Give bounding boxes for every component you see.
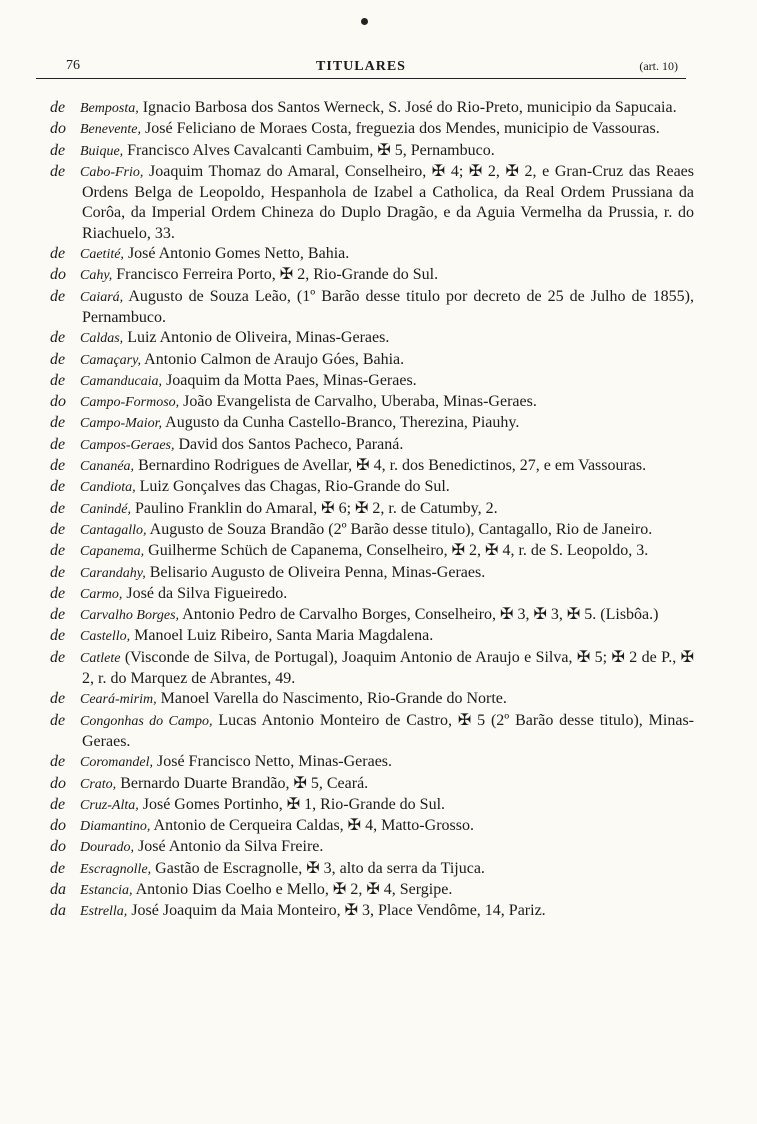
entry-text: José da Silva Figueiredo. [122, 584, 288, 602]
entry-text: Joaquim Thomaz do Amaral, Conselheiro, ✠ 4; ✠ 2, ✠ 2, e Gran-Cruz das Reaes Ordens Belga de Leopoldo, Hespanhola de Izabel a Catholica, da Real Ordem Prussiana da Corôa, da Imperial Ordem Chineza do Duplo Dragão, e da Aguia Vermelha da Prussia, r. do Riachuelo, 33. [82, 162, 694, 242]
entry-title: Cantagallo, [80, 522, 147, 538]
entry-prefix: de [50, 478, 66, 496]
entry-text: Antonio Pedro de Carvalho Borges, Conselheiro, ✠ 3, ✠ 3, ✠ 5. (Lisbôa.) [179, 606, 659, 624]
title-entry [44, 499, 694, 520]
title-entry [44, 119, 694, 140]
title-entry [44, 605, 694, 626]
entry-text: José Feliciano de Moraes Costa, freguezia dos Mendes, municipio de Vassouras. [141, 120, 660, 138]
entry-title: Estancia, [80, 882, 133, 898]
entry-text: José Antonio Gomes Netto, Bahia. [123, 245, 350, 263]
entry-prefix: de [50, 435, 66, 453]
title-entry [44, 752, 694, 773]
entry-text: José Francisco Netto, Minas-Geraes. [152, 753, 393, 771]
title-entry [44, 711, 694, 753]
title-entry [44, 880, 694, 901]
entry-prefix: de [50, 371, 66, 389]
entry-text: (Visconde de Silva, de Portugal), Joaquim Antonio de Araujo e Silva, ✠ 5; ✠ 2 de P., ✠ 2, r. do Marquez de Abrantes, 49. [82, 648, 694, 688]
entry-text: João Evangelista de Carvalho, Uberaba, Minas-Geraes. [179, 393, 537, 411]
title-entry [44, 626, 694, 647]
title-entry [44, 541, 694, 562]
entry-prefix: de [50, 859, 66, 877]
title-entry [44, 648, 694, 690]
entry-title: Diamantino, [80, 819, 151, 835]
title-entry [44, 795, 694, 816]
entry-text: David dos Santos Pacheco, Paraná. [174, 435, 404, 453]
title-entry [44, 287, 694, 329]
entry-title: Buique, [80, 143, 124, 159]
title-entry [44, 837, 694, 858]
entry-text: Manoel Luiz Ribeiro, Santa Maria Magdalena. [130, 627, 434, 645]
entry-title: Castello, [80, 629, 131, 645]
entry-prefix: de [50, 563, 66, 581]
entry-title: Caldas, [80, 331, 124, 347]
entry-title: Campo-Formoso, [80, 395, 180, 411]
entry-prefix: de [50, 457, 66, 475]
entry-title: Camanducaia, [80, 373, 163, 389]
title-entry [44, 456, 694, 477]
entry-text: Luiz Gonçalves das Chagas, Rio-Grande do Sul. [135, 478, 450, 496]
entry-text: Luiz Antonio de Oliveira, Minas-Geraes. [123, 329, 390, 347]
title-entry [44, 520, 694, 541]
entry-text: Antonio Dias Coelho e Mello, ✠ 2, ✠ 4, Sergipe. [132, 880, 453, 898]
ink-dot [361, 18, 368, 25]
entry-prefix: de [50, 245, 66, 263]
title-entry [44, 162, 694, 244]
title-entry [44, 435, 694, 456]
title-entry [44, 563, 694, 584]
entry-prefix: de [50, 753, 66, 771]
entry-text: Antonio de Cerqueira Caldas, ✠ 4, Matto-Grosso. [150, 817, 474, 835]
entry-title: Ceará-mirim, [80, 692, 157, 708]
title-entry [44, 689, 694, 710]
title-entry [44, 413, 694, 434]
page-header [36, 58, 686, 82]
entry-title: Campo-Maior, [80, 416, 163, 432]
entry-title: Canindé, [80, 501, 131, 517]
entry-text: Augusto da Cunha Castello-Branco, Therezina, Piauhy. [162, 414, 520, 432]
entry-title: Campos-Geraes, [80, 437, 175, 453]
entry-prefix: de [50, 520, 66, 538]
entry-title: Benevente, [80, 122, 142, 138]
entry-prefix: de [50, 627, 66, 645]
entry-title: Cananéa, [80, 459, 135, 475]
entry-title: Camaçary, [80, 352, 142, 368]
entry-title: Carandahy, [80, 565, 146, 581]
entry-title: Cabo-Frio, [80, 164, 144, 180]
entry-prefix: de [50, 795, 66, 813]
titles-list [44, 98, 694, 923]
title-entry [44, 859, 694, 880]
entry-text: Ignacio Barbosa dos Santos Werneck, S. José do Rio-Preto, municipio da Sapucaia. [138, 99, 677, 116]
entry-text: Augusto de Souza Brandão (2º Barão desse titulo), Cantagallo, Rio de Janeiro. [146, 520, 653, 538]
entry-prefix: de [50, 329, 66, 347]
entry-title: Carvalho Borges, [80, 608, 180, 624]
entry-prefix: do [50, 266, 66, 284]
entry-text: Manoel Varella do Nascimento, Rio-Grande do Norte. [156, 690, 507, 708]
entry-text: José Gomes Portinho, ✠ 1, Rio-Grande do Sul. [138, 795, 446, 813]
entry-prefix: do [50, 774, 66, 792]
entry-title: Caetité, [80, 247, 124, 263]
entry-title: Caiará, [80, 289, 124, 305]
entry-prefix: do [50, 817, 66, 835]
entry-text: Augusto de Souza Leão, (1º Barão desse titulo por decreto de 25 de Julho de 1855), Pernambuco. [82, 287, 694, 326]
article-reference: (art. 10) [639, 59, 678, 73]
title-entry [44, 901, 694, 922]
title-entry [44, 350, 694, 371]
entry-title: Dourado, [80, 840, 135, 856]
title-entry [44, 141, 694, 162]
entry-text: Lucas Antonio Monteiro de Castro, ✠ 5 (2º Barão desse titulo), Minas-Geraes. [82, 711, 695, 750]
entry-prefix: de [50, 690, 66, 708]
entry-text: Antonio Calmon de Araujo Góes, Bahia. [141, 350, 405, 368]
entry-prefix: de [50, 499, 66, 517]
entry-title: Candiota, [80, 480, 136, 496]
title-entry [44, 244, 694, 265]
entry-prefix: do [50, 393, 66, 411]
entry-text: Belisario Augusto de Oliveira Penna, Minas-Geraes. [145, 563, 486, 581]
entry-title: Escragnolle, [80, 861, 152, 877]
entry-title: Cahy, [80, 268, 113, 284]
entry-prefix: de [50, 584, 66, 602]
entry-title: Cruz-Alta, [80, 797, 139, 813]
entry-text: Francisco Alves Cavalcanti Cambuim, ✠ 5, Pernambuco. [123, 141, 495, 159]
title-entry [44, 584, 694, 605]
entry-prefix: de [50, 606, 66, 624]
entry-text: Guilherme Schüch de Capanema, Conselheiro, ✠ 2, ✠ 4, r. de S. Leopoldo, 3. [144, 542, 649, 560]
entry-prefix: de [50, 542, 66, 560]
entry-prefix: de [50, 99, 66, 116]
entry-text: Bernardo Duarte Brandão, ✠ 5, Ceará. [116, 774, 369, 792]
title-entry [44, 98, 694, 119]
running-title: TITULARES [316, 59, 406, 74]
entry-title: Bemposta, [80, 101, 139, 116]
entry-title: Capanema, [80, 544, 145, 560]
entry-prefix: da [50, 880, 66, 898]
title-entry [44, 477, 694, 498]
entry-title: Crato, [80, 776, 117, 792]
entry-title: Congonhas do Campo, [80, 713, 213, 729]
title-entry [44, 371, 694, 392]
entry-text: Bernardino Rodrigues de Avellar, ✠ 4, r. dos Benedictinos, 27, e em Vassouras. [134, 457, 647, 475]
entry-prefix: do [50, 838, 66, 856]
entry-text: Joaquim da Motta Paes, Minas-Geraes. [162, 371, 417, 389]
entry-text: José Joaquim da Maia Monteiro, ✠ 3, Place Vendôme, 14, Pariz. [127, 902, 546, 920]
entry-text: Francisco Ferreira Porto, ✠ 2, Rio-Grande do Sul. [112, 266, 439, 284]
header-rule [36, 78, 686, 79]
entry-prefix: de [50, 648, 66, 666]
entry-prefix: de [50, 711, 66, 729]
entry-prefix: do [50, 120, 66, 138]
title-entry [44, 392, 694, 413]
title-entry [44, 328, 694, 349]
entry-text: Paulino Franklin do Amaral, ✠ 6; ✠ 2, r. de Catumby, 2. [130, 499, 498, 517]
title-entry [44, 265, 694, 286]
title-entry [44, 816, 694, 837]
entry-text: José Antonio da Silva Freire. [134, 838, 324, 856]
entry-title: Catlete [80, 650, 121, 666]
entry-prefix: de [50, 141, 66, 159]
entry-prefix: de [50, 350, 66, 368]
entry-title: Estrella, [80, 904, 128, 920]
page-number: 76 [66, 58, 80, 73]
entry-prefix: de [50, 162, 66, 180]
title-entry [44, 774, 694, 795]
entry-prefix: de [50, 287, 66, 305]
entry-prefix: de [50, 414, 66, 432]
entry-prefix: da [50, 902, 66, 920]
entry-title: Coromandel, [80, 755, 153, 771]
entry-title: Carmo, [80, 586, 123, 602]
entry-text: Gastão de Escragnolle, ✠ 3, alto da serra da Tijuca. [151, 859, 485, 877]
